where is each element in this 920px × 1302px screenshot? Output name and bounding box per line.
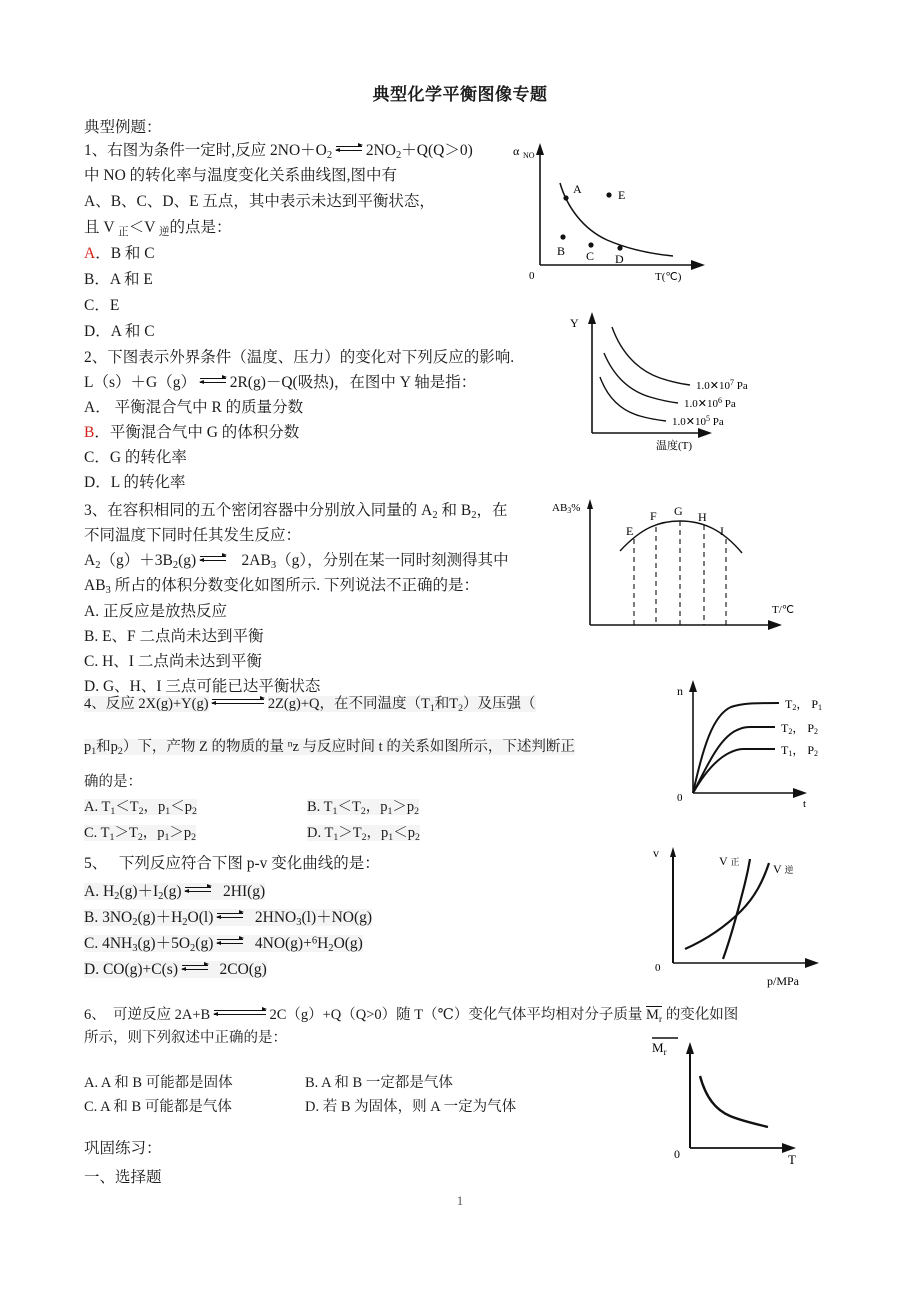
page-number: 1 bbox=[456, 1193, 464, 1208]
svg-text:1.0✕105 Pa: $1.0✕10^5$ Pa bbox=[672, 414, 724, 428]
svg-text:V 逆: V 逆 bbox=[773, 862, 794, 876]
q6-stem-line-2: 所示，则下列叙述中正确的是： bbox=[84, 1030, 287, 1046]
q3-option-b[interactable]: B. E、F 二点尚未达到平衡 bbox=[84, 628, 264, 645]
svg-text:H: H bbox=[698, 510, 707, 524]
q5-option-d[interactable]: D. CO(g)+C(s) 2CO(g) bbox=[84, 961, 267, 978]
svg-text:1.0✕106 Pa: $1.0✕10^6$ Pa bbox=[684, 396, 736, 410]
q6-stem-line-1: 6、 可逆反应 2A+B 2C（g）+Q（Q>0）随 T（℃）变化气体平均相对分子质量 $M_r$ 的变化如图 bbox=[84, 1007, 739, 1025]
section-label: 典型例题： bbox=[84, 119, 162, 136]
equilibrium-arrow-icon bbox=[217, 937, 243, 947]
q3-stem-line-3: $A_2(g)+3B_2(g)$ $2AB_3(g)$，分别在某一同时刻测得其中 bbox=[84, 552, 509, 571]
svg-text:Y: Y bbox=[570, 316, 579, 330]
q2-option-a[interactable]: A． 平衡混合气中 R 的质量分数 bbox=[84, 399, 304, 416]
svg-text:I: I bbox=[720, 524, 724, 538]
svg-text:AB3%: AB3% bbox=[552, 502, 581, 515]
part-one-label: 一、选择题 bbox=[84, 1169, 162, 1186]
q2-stem-line-2: L（s）＋G（g） 2R(g)－Q(吸热)，在图中 Y 轴是指： bbox=[84, 374, 477, 391]
svg-text:n: n bbox=[677, 684, 683, 698]
q3-stem-line-4: $AB_3$ 所占的体积分数变化如图所示. 下列说法不正确的是： bbox=[84, 577, 479, 596]
svg-text:t: t bbox=[803, 798, 807, 810]
q2-stem-line-1: 2、下图表示外界条件（温度、压力）的变化对下列反应的影响. bbox=[84, 349, 515, 366]
equilibrium-arrow-icon bbox=[185, 885, 211, 895]
q1-option-d[interactable]: D．A 和 C bbox=[84, 323, 155, 340]
svg-text:Mr: $M_r$ bbox=[652, 1040, 667, 1057]
q1-option-c[interactable]: C．E bbox=[84, 297, 120, 314]
q4-stem-line-3: 确的是： bbox=[84, 774, 142, 790]
q1-option-a[interactable]: A．B 和 C bbox=[84, 245, 155, 262]
q4-stem-line-2: $p_1$和$p_2$）下，产物 Z 的物质的量 $^n$z 与反应时间 t 的关系如图所示，下述判断正 bbox=[84, 739, 575, 758]
q2-option-c[interactable]: C．G 的转化率 bbox=[84, 449, 187, 466]
q3-stem-line-1: 3、在容积相同的五个密闭容器中分别放入同量的 $A_2$ 和 $B_2$，在 bbox=[84, 502, 508, 521]
svg-text:α: α bbox=[513, 144, 520, 158]
figure-1-no-conversion-vs-temperature bbox=[505, 135, 720, 285]
q3-option-c[interactable]: C. H、I 二点尚未达到平衡 bbox=[84, 653, 262, 670]
svg-text:F: F bbox=[650, 509, 657, 523]
q6-option-a[interactable]: A. A 和 B 可能都是固体 bbox=[84, 1075, 233, 1091]
figure-2-y-vs-temperature-pressures bbox=[560, 305, 810, 455]
equilibrium-arrow-icon bbox=[200, 554, 226, 564]
figure-6-mean-molar-mass-vs-temperature bbox=[600, 1030, 850, 1170]
q4-stem-line-1: 4、反应 2X(g)+Y(g) 2Z(g)+Q，在不同温度（$T_1$和$T_2$）及压强（ bbox=[84, 696, 536, 714]
q4-option-b[interactable]: B. $T_1<T_2$，$p_1>p_2$ bbox=[307, 799, 420, 817]
q5-stem-line-1: 5、 下列反应符合下图 p-v 变化曲线的是： bbox=[84, 855, 380, 872]
svg-text:T1， P2: T1， P2 bbox=[781, 743, 819, 758]
q3-stem-line-2: 不同温度下同时任其发生反应： bbox=[84, 527, 302, 544]
q6-option-d[interactable]: D. 若 B 为固体，则 A 一定为气体 bbox=[305, 1099, 517, 1115]
svg-text:T2， P2: T2， P2 bbox=[781, 721, 819, 736]
svg-text:B: B bbox=[557, 244, 566, 258]
q5-option-c[interactable]: C. $4NH_3(g)+5O_2(g)$ $4NO(g)+^6H_2O(g)$ bbox=[84, 935, 363, 954]
q4-option-a[interactable]: A. $T_1<T_2$，$p_1<p_2$ bbox=[84, 799, 197, 817]
q5-option-b[interactable]: B. $3NO_2(g)+H_2O(l)$ $2HNO_3(l)+NO(g)$ bbox=[84, 909, 373, 928]
q3-option-a[interactable]: A. 正反应是放热反应 bbox=[84, 603, 227, 620]
q4-option-c[interactable]: C. $T_1>T_2$，$p_1>p_2$ bbox=[84, 825, 197, 843]
q2-option-b[interactable]: B．平衡混合气中 G 的体积分数 bbox=[84, 424, 300, 441]
page-title: 典型化学平衡图像专题 bbox=[372, 85, 548, 104]
svg-text:E: E bbox=[626, 524, 634, 538]
q6-option-c[interactable]: C. A 和 B 可能都是气体 bbox=[84, 1099, 232, 1115]
q4-option-d[interactable]: D. $T_1>T_2$，$p_1<p_2$ bbox=[307, 825, 420, 843]
q2-option-d[interactable]: D．L 的转化率 bbox=[84, 474, 186, 491]
svg-text:NO: NO bbox=[523, 151, 535, 160]
equilibrium-arrow-icon bbox=[212, 697, 264, 707]
svg-text:E: E bbox=[618, 188, 626, 202]
svg-text:0: 0 bbox=[655, 962, 661, 974]
svg-text:0: 0 bbox=[529, 270, 535, 282]
svg-text:1.0✕107 Pa: $1.0✕10^7$ Pa bbox=[696, 378, 748, 392]
svg-text:p/MPa: p/MPa bbox=[767, 974, 800, 988]
figure-4-nz-vs-time bbox=[655, 675, 850, 815]
figure-3-ab3-percent-vs-temperature bbox=[550, 495, 822, 640]
q1-option-b[interactable]: B．A 和 E bbox=[84, 271, 153, 288]
svg-text:V 正: V 正 bbox=[719, 854, 740, 868]
q1-stem-line-3: A、B、C、D、E 五点，其中表示未达到平衡状态， bbox=[84, 193, 435, 210]
practice-label: 巩固练习： bbox=[84, 1140, 162, 1157]
svg-text:C: C bbox=[586, 249, 595, 263]
equilibrium-arrow-icon bbox=[217, 911, 243, 921]
equilibrium-arrow-icon bbox=[200, 376, 226, 386]
svg-text:T2， P1: T2， P1 bbox=[785, 697, 823, 712]
equilibrium-arrow-icon bbox=[336, 144, 362, 154]
q3-option-d[interactable]: D. G、H、I 三点可能已达平衡状态 bbox=[84, 678, 321, 695]
q1-stem-line-4: 且 V $_正$＜V $_逆$的点是： bbox=[84, 219, 232, 238]
svg-text:温度(T): 温度(T) bbox=[656, 440, 693, 452]
svg-text:T/℃: T/℃ bbox=[772, 604, 795, 616]
svg-text:T(℃): T(℃) bbox=[655, 271, 682, 283]
svg-text:v: v bbox=[653, 846, 659, 860]
svg-text:0: 0 bbox=[674, 1147, 680, 1161]
q1-stem-line-2: 中 NO 的转化率与温度变化关系曲线图,图中有 bbox=[84, 167, 398, 184]
svg-text:G: G bbox=[674, 504, 683, 518]
figure-5-rate-vs-pressure bbox=[645, 845, 860, 990]
svg-text:A: A bbox=[573, 182, 582, 196]
svg-text:D: D bbox=[615, 252, 624, 266]
q6-option-b[interactable]: B. A 和 B 一定都是气体 bbox=[305, 1075, 453, 1091]
svg-text:0: 0 bbox=[677, 792, 683, 804]
equilibrium-arrow-icon bbox=[214, 1008, 266, 1018]
q1-stem-line-1: 1、右图为条件一定时,反应 $2NO+O_2$ $2NO_2+Q(Q>0)$ bbox=[84, 142, 473, 161]
svg-text:T: T bbox=[788, 1152, 796, 1167]
q5-option-a[interactable]: A. $H_2(g)+I_2(g)$ 2HI(g) bbox=[84, 883, 266, 902]
equilibrium-arrow-icon bbox=[182, 963, 208, 973]
